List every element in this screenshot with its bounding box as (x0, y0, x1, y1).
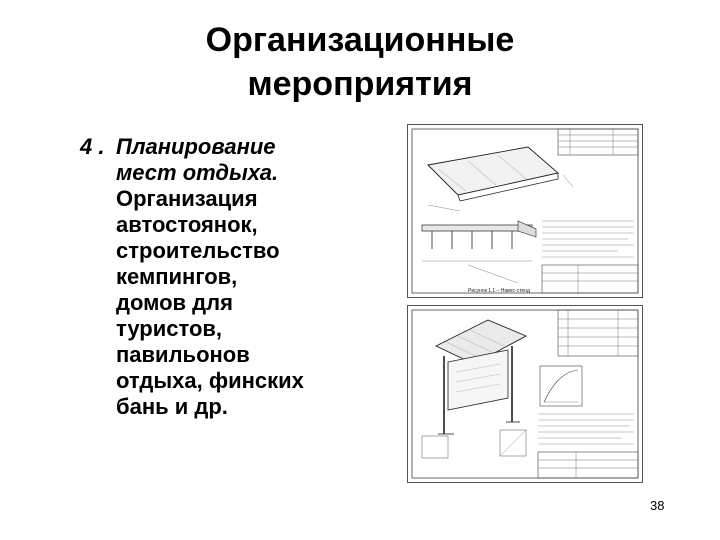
body-line-8: отдыха, финских (116, 368, 304, 393)
body-line-9: бань и др. (116, 394, 228, 419)
slide-title (130, 18, 590, 106)
body-line-7: павильонов (116, 342, 250, 367)
bullet-line-1 (80, 134, 370, 160)
page-number: 38 (650, 498, 665, 513)
title-line-2: мероприятия (247, 65, 473, 103)
title-line-1: Организационные (205, 21, 515, 59)
stand-drawing-svg (408, 306, 642, 482)
body-line-5: домов для (116, 290, 233, 315)
body-line-3: строительство (116, 238, 280, 263)
canopy-drawing (407, 124, 643, 298)
canopy-caption: Рисунок 1.1 – Навес-стенд (468, 288, 530, 294)
body-line-1: Организация (116, 186, 258, 211)
bullet-marker: 4 . (80, 134, 105, 159)
italic-line-2: мест отдыха. (116, 160, 279, 185)
bullet-text (80, 134, 370, 420)
body-line-2: автостоянок, (116, 212, 258, 237)
body-line-4: кемпингов, (116, 264, 238, 289)
stand-drawing (407, 305, 643, 483)
italic-line-1: Планирование (116, 134, 276, 159)
canopy-drawing-svg (408, 125, 642, 297)
body-line-6: туристов, (116, 316, 223, 341)
